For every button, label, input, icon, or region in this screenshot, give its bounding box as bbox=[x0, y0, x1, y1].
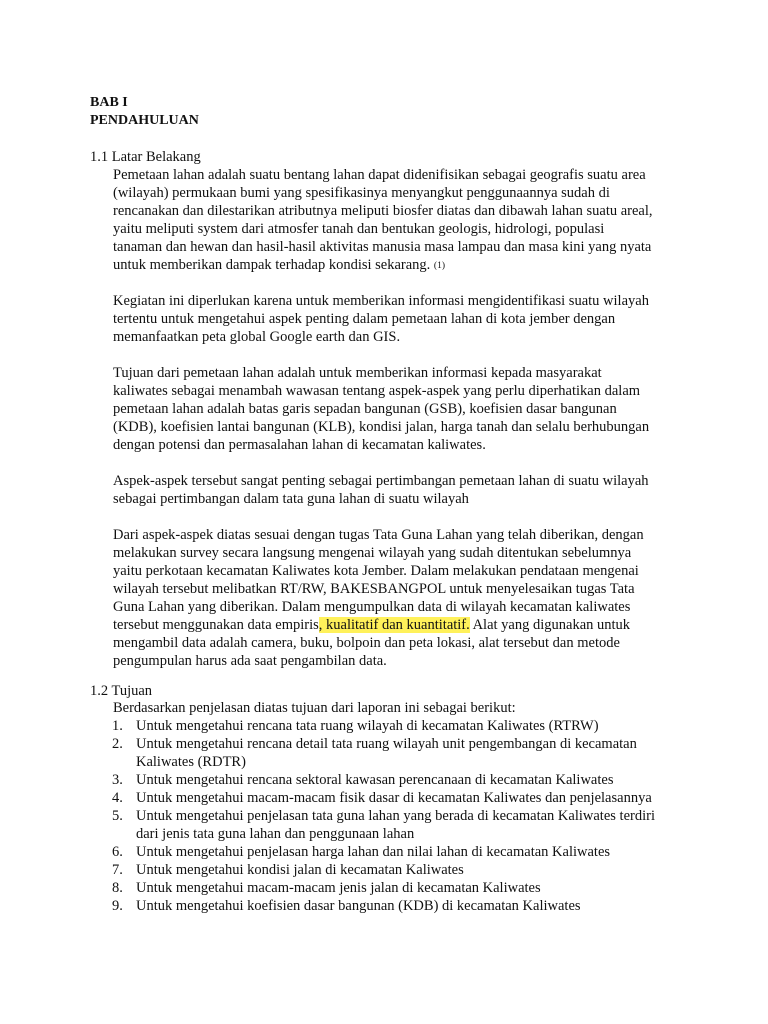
list-item-text: Untuk mengetahui penjelasan harga lahan dan nilai lahan di kecamatan Kaliwates bbox=[136, 844, 611, 860]
list-item-text: Untuk mengetahui rencana sektoral kawasan perencanaan di kecamatan Kaliwates bbox=[136, 772, 614, 788]
list-item-number: 3. bbox=[112, 772, 123, 788]
paragraph-1 bbox=[113, 166, 683, 276]
chapter-label: BAB I bbox=[90, 95, 128, 110]
list-item-text: Untuk mengetahui kondisi jalan di kecamatan Kaliwates bbox=[136, 862, 464, 878]
list-item bbox=[112, 771, 702, 789]
paragraph-3 bbox=[113, 364, 683, 454]
list-item-number: 9. bbox=[112, 898, 123, 914]
list-item bbox=[112, 861, 702, 879]
paragraph-line: tanaman dan hewan dan hasil-hasil aktivitas manusia masa lampau dan masa kini yang nyata bbox=[113, 239, 652, 255]
paragraph-line: mengambil data adalah camera, buku, bolpoin dan peta lokasi, alat tersebut dan metode bbox=[113, 635, 620, 651]
chapter-title: PENDAHULUAN bbox=[90, 113, 199, 128]
paragraph-line: Aspek-aspek tersebut sangat penting sebagai pertimbangan pemetaan lahan di suatu wilayah bbox=[113, 473, 649, 489]
list-item bbox=[112, 843, 702, 861]
text-before-highlight: tersebut menggunakan data empiris bbox=[113, 617, 319, 633]
list-item-number: 7. bbox=[112, 862, 123, 878]
paragraph-line: Guna Lahan yang diberikan. Dalam mengumpulkan data di wilayah kecamatan kaliwates bbox=[113, 599, 631, 615]
paragraph-line: Pemetaan lahan adalah suatu bentang lahan dapat didenifisikan sebagai geografis suatu area bbox=[113, 167, 646, 183]
paragraph-line: tertentu untuk mengetahui aspek penting dalam pemetaan lahan di kota jember dengan bbox=[113, 311, 616, 327]
list-item bbox=[112, 735, 702, 771]
section-2-intro: Berdasarkan penjelasan diatas tujuan dari laporan ini sebagai berikut: bbox=[113, 700, 516, 716]
list-item bbox=[112, 807, 702, 843]
paragraph-line-highlighted bbox=[113, 616, 683, 634]
list-item-text: Untuk mengetahui macam-macam fisik dasar di kecamatan Kaliwates dan penjelasannya bbox=[136, 790, 652, 806]
paragraph-line: yaitu perkotaan kecamatan Kaliwates kota Jember. Dalam melakukan pendataan mengenai bbox=[113, 563, 639, 579]
list-item-number: 5. bbox=[112, 808, 123, 824]
paragraph-line: wilayah tersebut melibatkan RT/RW, BAKESBANGPOL untuk menyelesaikan tugas Tata bbox=[113, 581, 635, 597]
paragraph-5 bbox=[113, 526, 683, 670]
list-item-text: Untuk mengetahui rencana tata ruang wilayah di kecamatan Kaliwates (RTRW) bbox=[136, 718, 599, 734]
paragraph-line: rencanakan dan dilestarikan atributnya meliputi biosfer diatas dan dibawah lahan suatu areal, bbox=[113, 203, 653, 219]
section-2-title: 1.2 Tujuan bbox=[90, 683, 153, 699]
list-item-text: Untuk mengetahui macam-macam jenis jalan di kecamatan Kaliwates bbox=[136, 880, 541, 896]
paragraph-line: melakukan survey secara langsung mengenai wilayah yang sudah ditentukan sebelumnya bbox=[113, 545, 632, 561]
text-after-highlight: Alat yang digunakan untuk bbox=[469, 617, 631, 633]
list-item-number: 6. bbox=[112, 844, 123, 860]
list-item-number: 2. bbox=[112, 736, 123, 752]
paragraph-line: Tujuan dari pemetaan lahan adalah untuk memberikan informasi kepada masyarakat bbox=[113, 365, 602, 381]
paragraph-line: kaliwates sebagai menambah wawasan tentang aspek-aspek yang perlu diperhatikan dalam bbox=[113, 383, 641, 399]
list-item bbox=[112, 717, 702, 735]
paragraph-line-text: untuk memberikan dampak terhadap kondisi sekarang. bbox=[113, 257, 431, 273]
paragraph-line: pemetaan lahan adalah batas garis sepadan bangunan (GSB), koefisien dasar bangunan bbox=[113, 401, 617, 417]
reference-marker: (1) bbox=[433, 261, 445, 271]
paragraph-line: (KDB), koefisien lantai bangunan (KLB), kondisi jalan, harga tanah dan selalu berhubungan bbox=[113, 419, 650, 435]
paragraph-line: Kegiatan ini diperlukan karena untuk memberikan informasi mengidentifikasi suatu wilayah bbox=[113, 293, 649, 309]
paragraph-line: pengumpulan harus ada saat pengambilan data. bbox=[113, 653, 387, 669]
paragraph-line-with-ref bbox=[113, 256, 683, 276]
paragraph-line: sebagai pertimbangan dalam tata guna lahan di suatu wilayah bbox=[113, 491, 469, 507]
paragraph-line: dengan potensi dan permasalahan lahan di kecamatan kaliwates. bbox=[113, 437, 486, 453]
section-1-title: 1.1 Latar Belakang bbox=[90, 149, 201, 165]
list-item-number: 4. bbox=[112, 790, 123, 806]
list-item bbox=[112, 789, 702, 807]
list-item-text: Kaliwates (RDTR) bbox=[136, 754, 246, 770]
list-item bbox=[112, 879, 702, 897]
list-item-number: 1. bbox=[112, 718, 123, 734]
paragraph-line: yaitu meliputi system dari atmosfer tanah dan bentukan geologis, hidrologi, populasi bbox=[113, 221, 605, 237]
objectives-list bbox=[112, 717, 702, 915]
list-item-text: Untuk mengetahui penjelasan tata guna lahan yang berada di kecamatan Kaliwates terdiri bbox=[136, 808, 655, 824]
highlighted-text: , kualitatif dan kuantitatif. bbox=[318, 617, 470, 633]
list-item-number: 8. bbox=[112, 880, 123, 896]
paragraph-line: Dari aspek-aspek diatas sesuai dengan tugas Tata Guna Lahan yang telah diberikan, dengan bbox=[113, 527, 644, 543]
paragraph-line: memanfaatkan peta global Google earth dan GIS. bbox=[113, 329, 401, 345]
list-item-text: Untuk mengetahui rencana detail tata ruang wilayah unit pengembangan di kecamatan bbox=[136, 736, 637, 752]
paragraph-4 bbox=[113, 472, 683, 508]
list-item-text: dari jenis tata guna lahan dan penggunaan lahan bbox=[136, 826, 415, 842]
list-item bbox=[112, 897, 702, 915]
paragraph-2 bbox=[113, 292, 683, 346]
list-item-text: Untuk mengetahui koefisien dasar bangunan (KDB) di kecamatan Kaliwates bbox=[136, 898, 581, 914]
paragraph-line: (wilayah) permukaan bumi yang spesifikasinya menyangkut penggunaannya sudah di bbox=[113, 185, 610, 201]
